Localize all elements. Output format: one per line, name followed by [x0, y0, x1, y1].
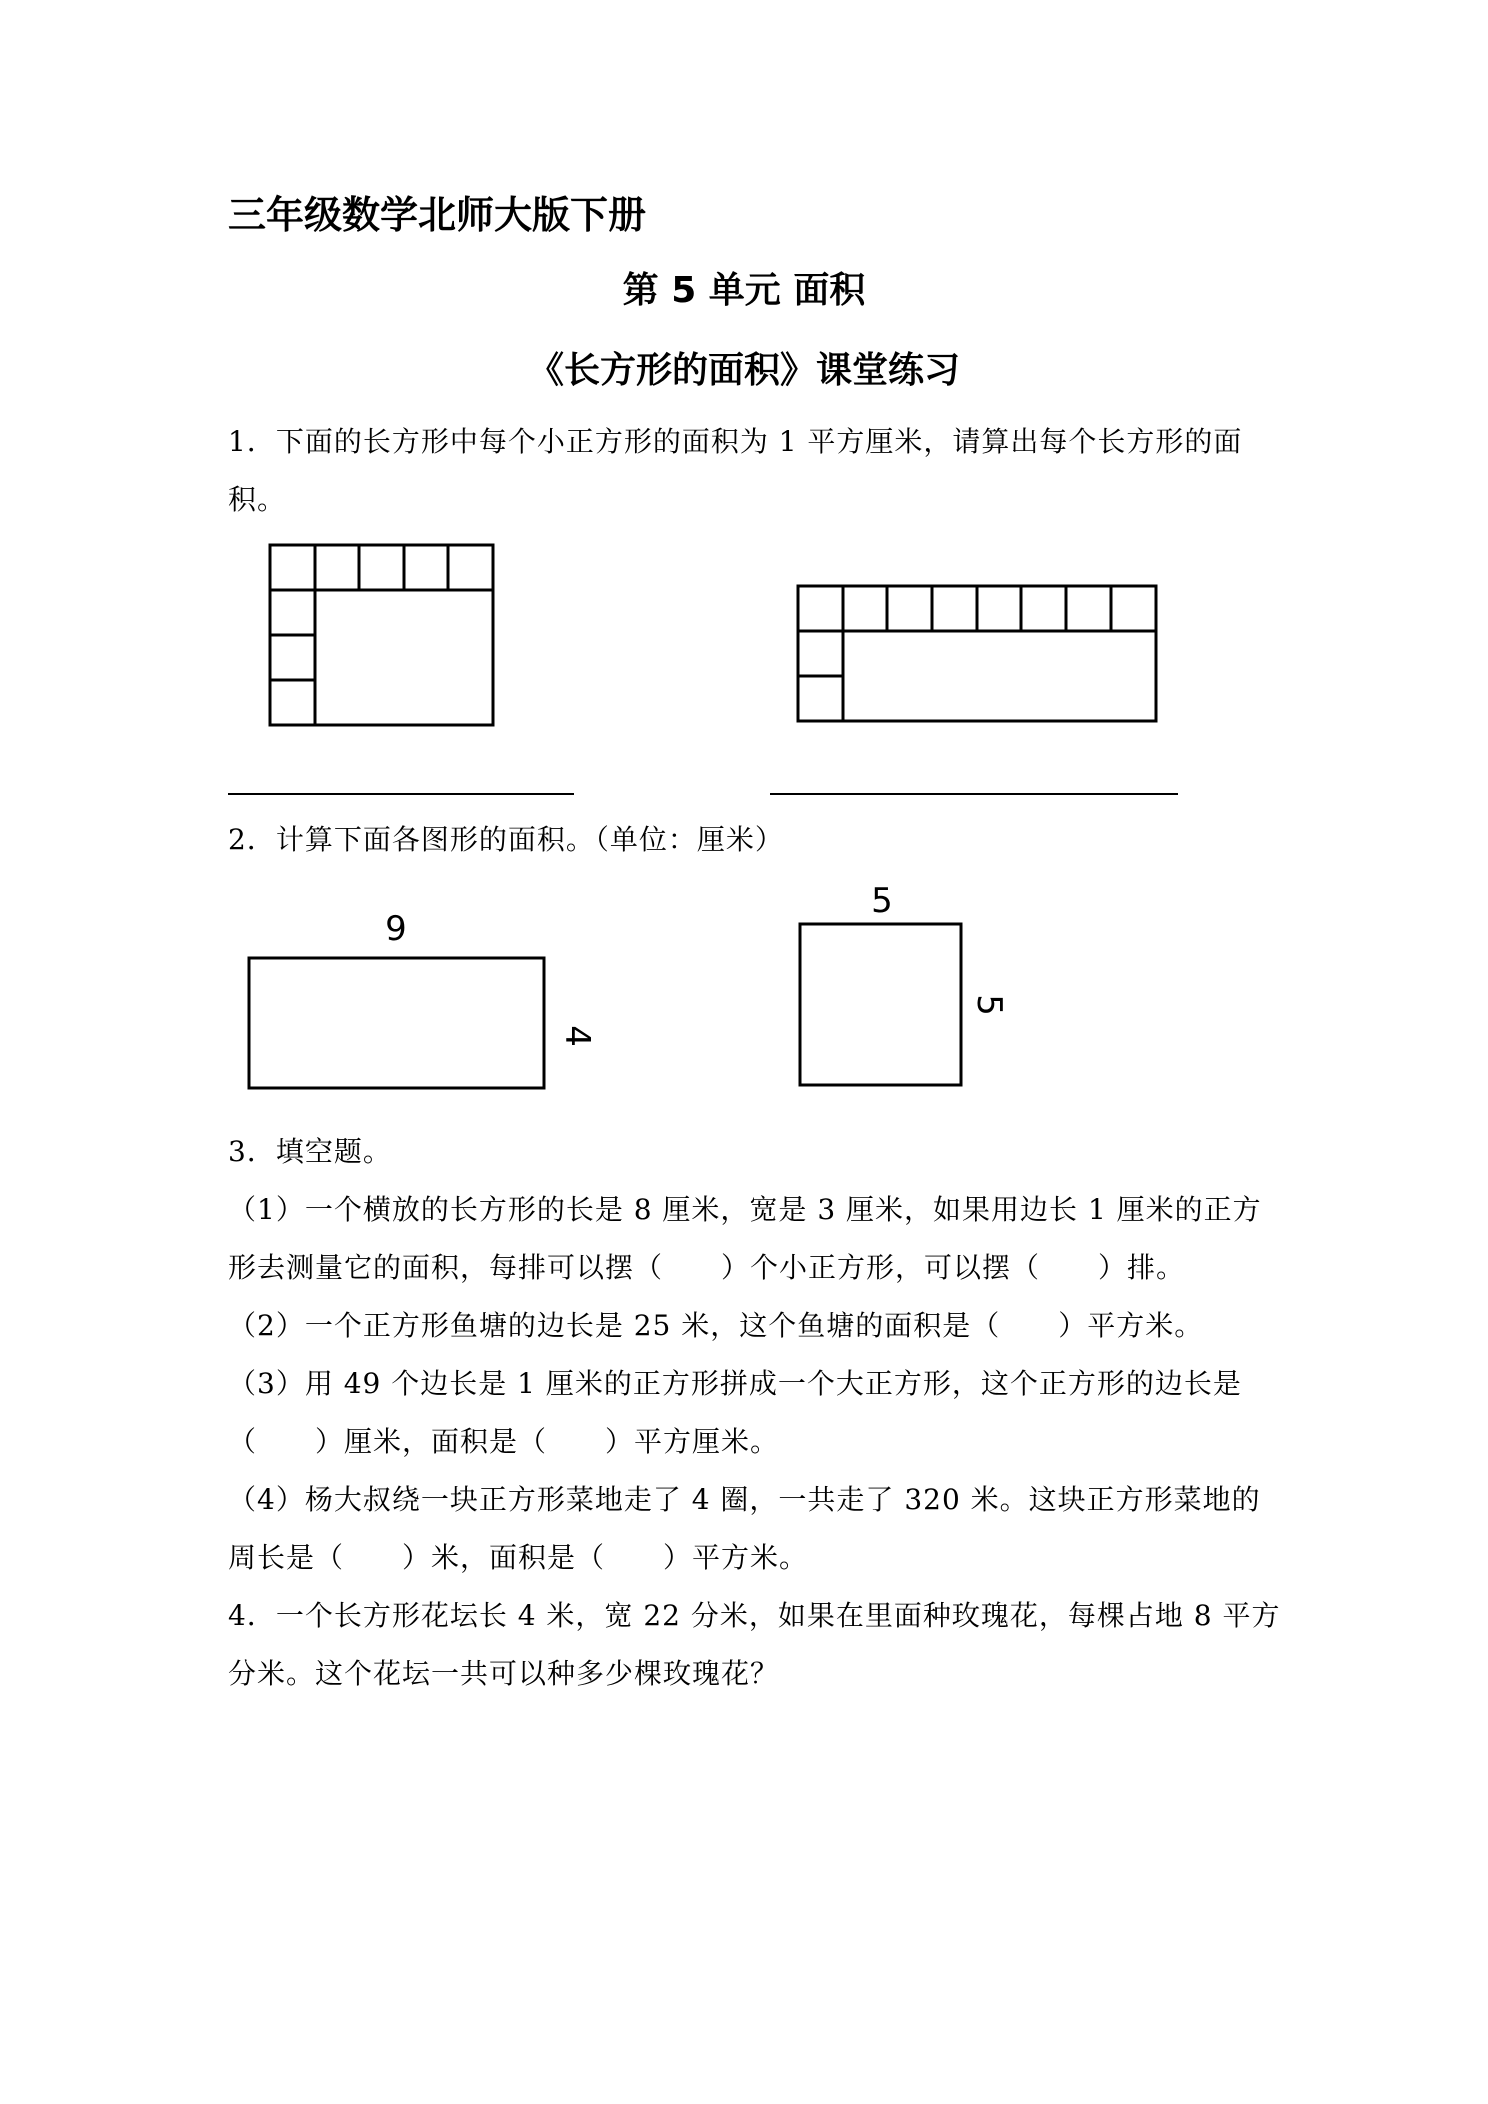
q3-line: （4）杨大叔绕一块正方形菜地走了 4 圈，一共走了 320 米。这块正方形菜地的: [228, 1483, 1261, 1516]
q3-line: （3）用 49 个边长是 1 厘米的正方形拼成一个大正方形，这个正方形的边长是: [228, 1367, 1242, 1400]
q3-line: 形去测量它的面积，每排可以摆（ ）个小正方形，可以摆（ ）排。: [228, 1251, 1186, 1284]
q3-line: （ ）厘米，面积是（ ）平方厘米。: [228, 1425, 780, 1458]
q2-rect-side-label: 4: [557, 1025, 597, 1047]
q3-line: 周长是（ ）米，面积是（ ）平方米。: [228, 1541, 809, 1574]
lesson-title: 《长方形的面积》课堂练习: [527, 350, 960, 391]
q1-text-line1: 1．下面的长方形中每个小正方形的面积为 1 平方厘米，请算出每个长方形的面: [228, 425, 1243, 458]
q2-rect-top-label: 9: [385, 909, 407, 949]
q4-text-line2: 分米。这个花坛一共可以种多少棵玫瑰花？: [228, 1657, 780, 1690]
q2-square: [800, 924, 961, 1085]
q3-line: （1）一个横放的长方形的长是 8 厘米，宽是 3 厘米，如果用边长 1 厘米的正方: [228, 1193, 1262, 1226]
q2-text: 2．计算下面各图形的面积。（单位：厘米）: [228, 823, 784, 856]
q2-square-side-label: 5: [969, 994, 1009, 1016]
q1-answer-line-1[interactable]: [228, 793, 574, 795]
q3-title: 3．填空题。: [228, 1135, 392, 1168]
book-title: 三年级数学北师大版下册: [228, 193, 647, 237]
q2-rectangle: [249, 958, 544, 1088]
q1-text-line2: 积。: [228, 483, 287, 516]
q1-grid-rectangle-2: [798, 586, 1156, 721]
q2-square-top-label: 5: [871, 881, 893, 921]
unit-title: 第 5 单元 面积: [622, 270, 866, 311]
q1-answer-line-2[interactable]: [770, 793, 1178, 795]
q1-grid-rectangle-1: [270, 545, 493, 725]
q3-line: （2）一个正方形鱼塘的边长是 25 米，这个鱼塘的面积是（ ）平方米。: [228, 1309, 1204, 1342]
q4-text-line1: 4．一个长方形花坛长 4 米，宽 22 分米，如果在里面种玫瑰花，每棵占地 8 平方: [228, 1599, 1281, 1632]
